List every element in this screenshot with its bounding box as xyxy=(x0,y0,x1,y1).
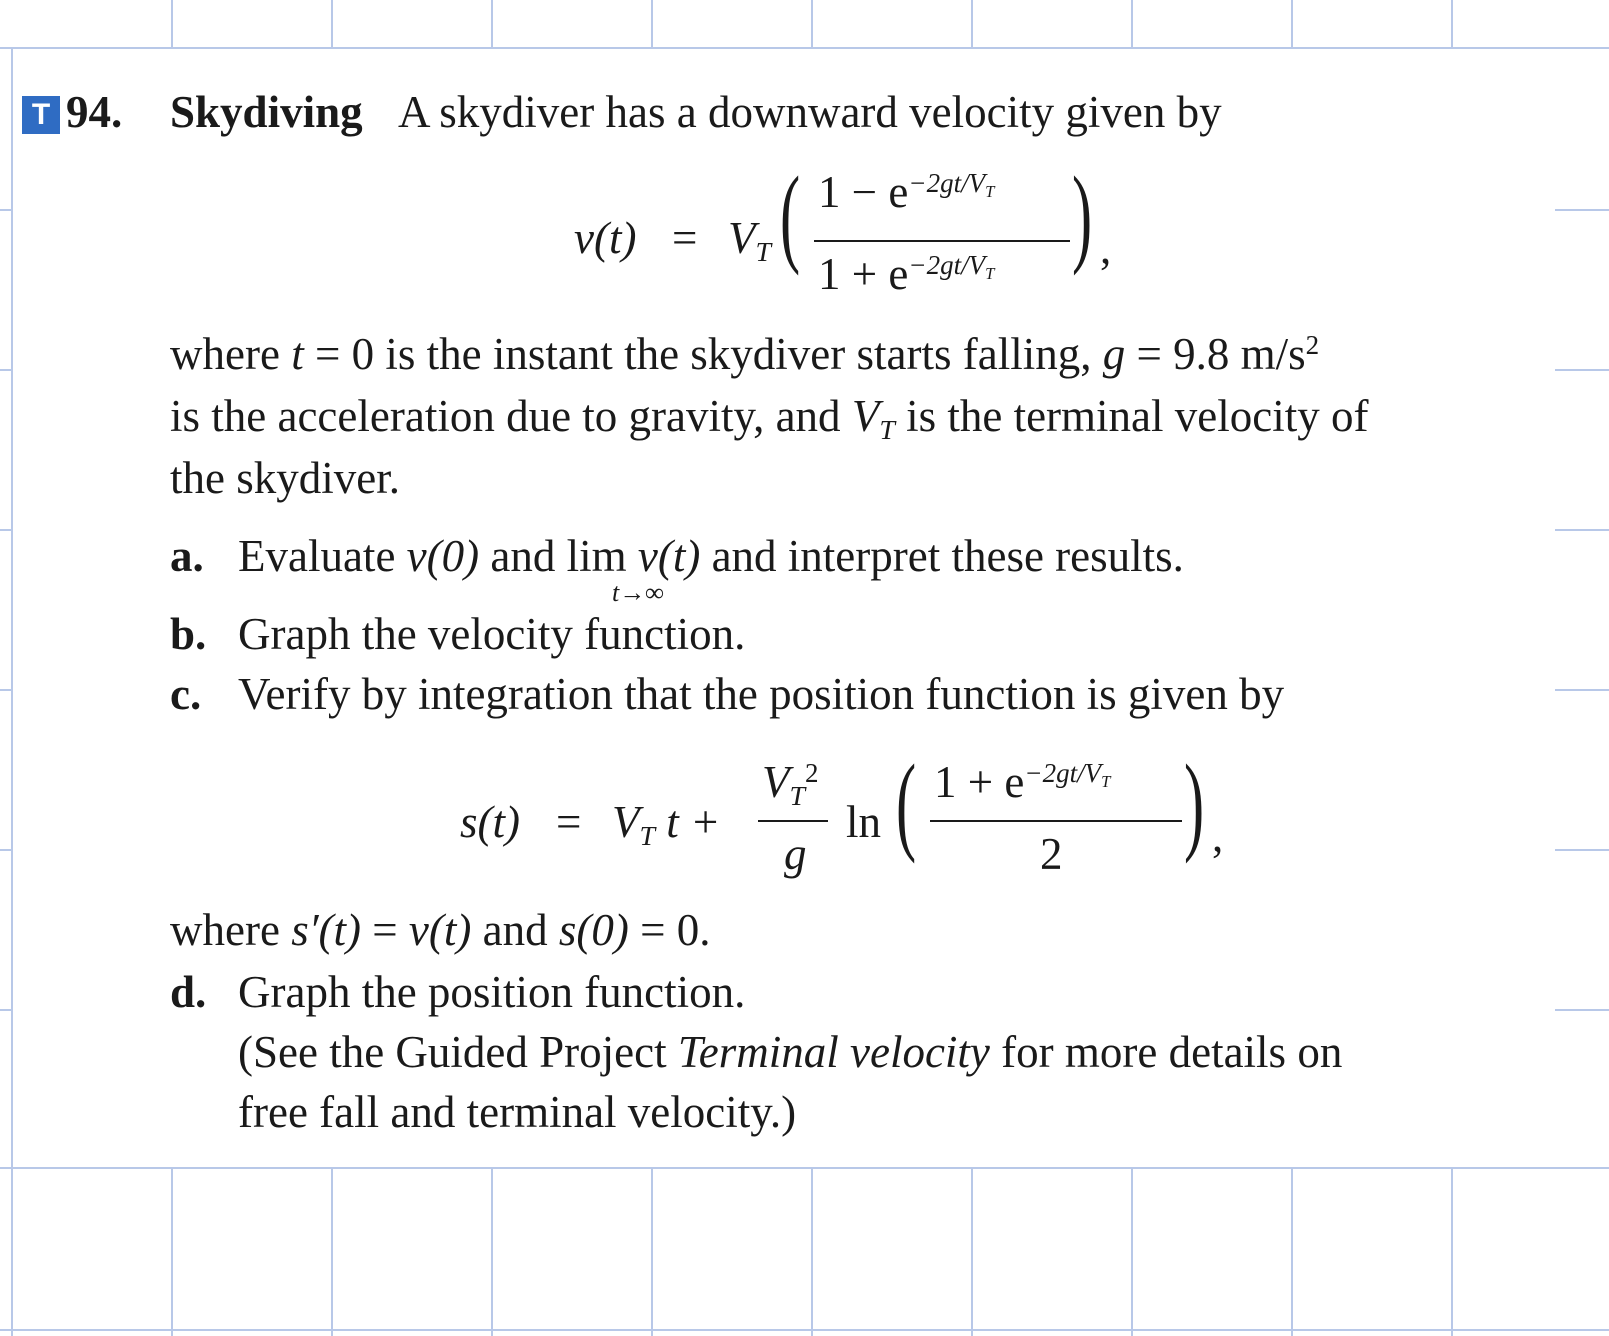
part-d-note-line-1: (See the Guided Project Terminal velocity for more details on xyxy=(238,1027,1343,1077)
position-inner-numerator: $1 + e^{-2gt/VT}$ xyxy=(934,757,1111,807)
part-c-text: Verify by integration that the position function is given by xyxy=(238,669,1285,719)
velocity-right-paren: ) xyxy=(1072,154,1093,276)
problem-title: Skydiving xyxy=(170,87,363,137)
velocity-fraction-bar xyxy=(814,240,1070,242)
velocity-left-paren: ( xyxy=(780,154,801,276)
position-fraction-bar xyxy=(758,820,828,822)
part-b-label: b. xyxy=(170,609,207,659)
position-ln: ln xyxy=(846,797,882,847)
part-a-label: a. xyxy=(170,531,204,581)
velocity-lhs: v(t) xyxy=(574,213,637,263)
problem-intro: A skydiver has a downward velocity given by xyxy=(398,87,1222,137)
part-d-text: Graph the position function. xyxy=(238,967,746,1017)
position-fraction-denominator: g xyxy=(784,829,807,879)
limit-subscript: t→∞ xyxy=(612,578,664,607)
position-right-paren: ) xyxy=(1184,742,1205,864)
position-lhs: s(t) xyxy=(460,797,520,847)
position-inner-fraction-bar xyxy=(930,820,1182,822)
problem-number: 94. xyxy=(66,87,123,137)
part-c-label: c. xyxy=(170,669,202,719)
part-b-text: Graph the velocity function. xyxy=(238,609,746,659)
velocity-comma: , xyxy=(1100,223,1112,273)
where2-line: where s′(t) = v(t) and s(0) = 0. xyxy=(170,905,711,955)
position-term1: VT t + xyxy=(612,797,721,852)
part-d-label: d. xyxy=(170,967,207,1017)
position-equals: = xyxy=(556,797,582,847)
where-line-2: is the acceleration due to gravity, and VT is the terminal velocity of xyxy=(170,391,1369,446)
part-d-note-line-2: free fall and terminal velocity.) xyxy=(238,1087,797,1137)
position-inner-denominator: 2 xyxy=(1040,829,1063,879)
position-comma: , xyxy=(1212,811,1224,861)
velocity-equals: = xyxy=(672,213,698,263)
technology-badge-icon: T xyxy=(22,96,60,134)
velocity-coefficient: VT xyxy=(728,213,772,268)
where-line-1: where t = 0 is the instant the skydiver starts falling, g = 9.8 $m/s^2$ xyxy=(170,329,1320,379)
position-fraction-numerator: $VT^2$ xyxy=(762,757,819,812)
position-left-paren: ( xyxy=(896,742,917,864)
part-a-text: Evaluate v(0) and lim v(t) and interpret these results. xyxy=(238,531,1184,581)
where-line-3: the skydiver. xyxy=(170,453,400,503)
velocity-numerator: $1 - e^{-2gt/VT}$ xyxy=(818,167,995,217)
velocity-denominator: $1 + e^{-2gt/VT}$ xyxy=(818,249,995,299)
